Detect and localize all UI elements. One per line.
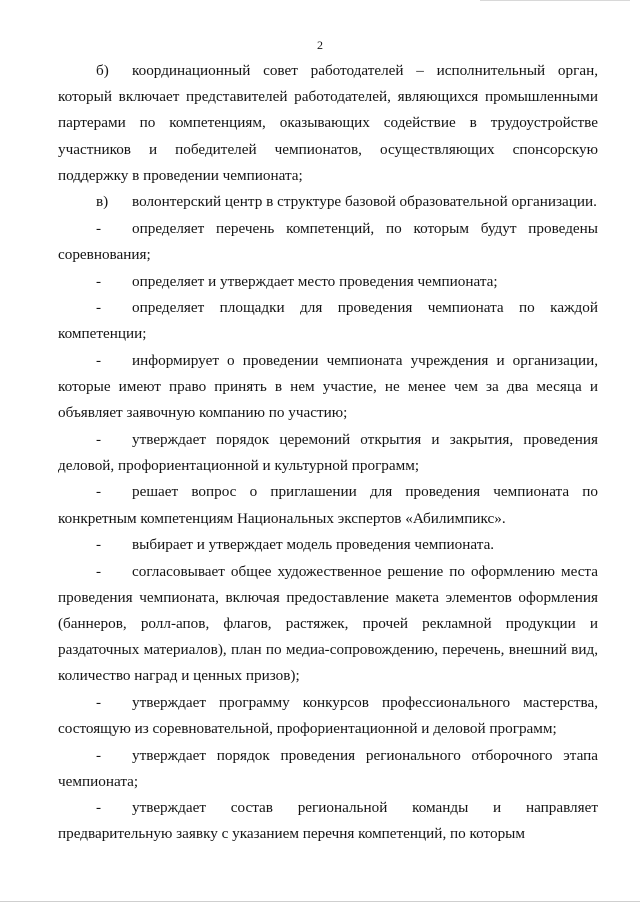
list-marker: в) xyxy=(96,193,109,211)
paragraph-text: выбирает и утверждает модель проведения чемпионата. xyxy=(132,536,495,554)
paragraph xyxy=(58,479,598,531)
paragraph xyxy=(58,58,598,189)
bottom-edge-line xyxy=(0,901,640,902)
paragraph-text: координационный совет работодателей – исполнительный орган, который включает представителей работодателей, являющихся промышленными партерами по компетенциям, оказывающих содействие в трудоустройстве участников и победителей чемпионатов, осуществляющих спонсорскую поддержку в проведении чемпионата; xyxy=(58,62,598,184)
list-marker: - xyxy=(96,219,102,237)
list-marker: - xyxy=(96,483,102,501)
paragraph-text: утверждает порядок церемоний открытия и закрытия, проведения деловой, профориентационной и культурной программ; xyxy=(58,430,598,474)
paragraph xyxy=(58,269,598,295)
paragraph xyxy=(58,427,598,479)
list-marker: - xyxy=(96,536,102,554)
paragraph-text: определяет перечень компетенций, по которым будут проведены соревнования; xyxy=(58,219,598,264)
paragraph-text: информирует о проведении чемпионата учреждения и организации, которые имеют право принять в нем участие, не менее чем за два месяца и объявляет заявочную компанию по участию; xyxy=(58,351,598,422)
paragraph xyxy=(58,295,598,347)
paragraph xyxy=(58,690,598,742)
list-marker: - xyxy=(96,562,102,580)
paragraph xyxy=(58,532,598,558)
list-marker: - xyxy=(96,272,102,290)
list-marker: - xyxy=(96,351,102,369)
list-marker: б) xyxy=(96,62,109,79)
paragraph xyxy=(58,216,598,268)
list-marker: - xyxy=(96,746,102,764)
paragraph-text: согласовывает общее художественное решение по оформлению места проведения чемпионата, включая предоставление макета элементов оформления (баннеров, ролл-апов, флагов, растяжек, прочей рекламной продукции и раздаточных материалов), план по медиа-сопровождению, перечень, внешний вид, количество наград и ценных призов); xyxy=(58,562,598,685)
list-marker: - xyxy=(96,693,102,711)
paragraph-text: волонтерский центр в структуре базовой образовательной организации. xyxy=(132,193,597,211)
paragraph xyxy=(58,795,598,847)
list-marker: - xyxy=(96,799,102,817)
paragraph-text: определяет и утверждает место проведения чемпионата; xyxy=(132,272,498,290)
paragraph-text: определяет площадки для проведения чемпионата по каждой компетенции; xyxy=(58,299,598,343)
top-edge-line xyxy=(480,0,630,1)
list-marker: - xyxy=(96,430,102,448)
paragraph-text: утверждает порядок проведения регионального отборочного этапа чемпионата; xyxy=(58,746,598,790)
paragraph xyxy=(58,743,598,795)
paragraph xyxy=(58,189,598,215)
list-marker: - xyxy=(96,299,102,317)
paragraph-text: решает вопрос о приглашении для проведения чемпионата по конкретным компетенциям Национальных экспертов «Абилимпикс». xyxy=(58,483,598,527)
paragraph xyxy=(58,348,598,427)
paragraph xyxy=(58,559,598,690)
page-number: 2 xyxy=(317,38,323,52)
document-body xyxy=(58,58,598,848)
paragraph-text: утверждает программу конкурсов профессионального мастерства, состоящую из соревновательной, профориентационной и деловой программ; xyxy=(58,693,598,738)
paragraph-text: утверждает состав региональной команды и направляет предварительную заявку с указанием перечня компетенций, по которым xyxy=(58,799,598,843)
